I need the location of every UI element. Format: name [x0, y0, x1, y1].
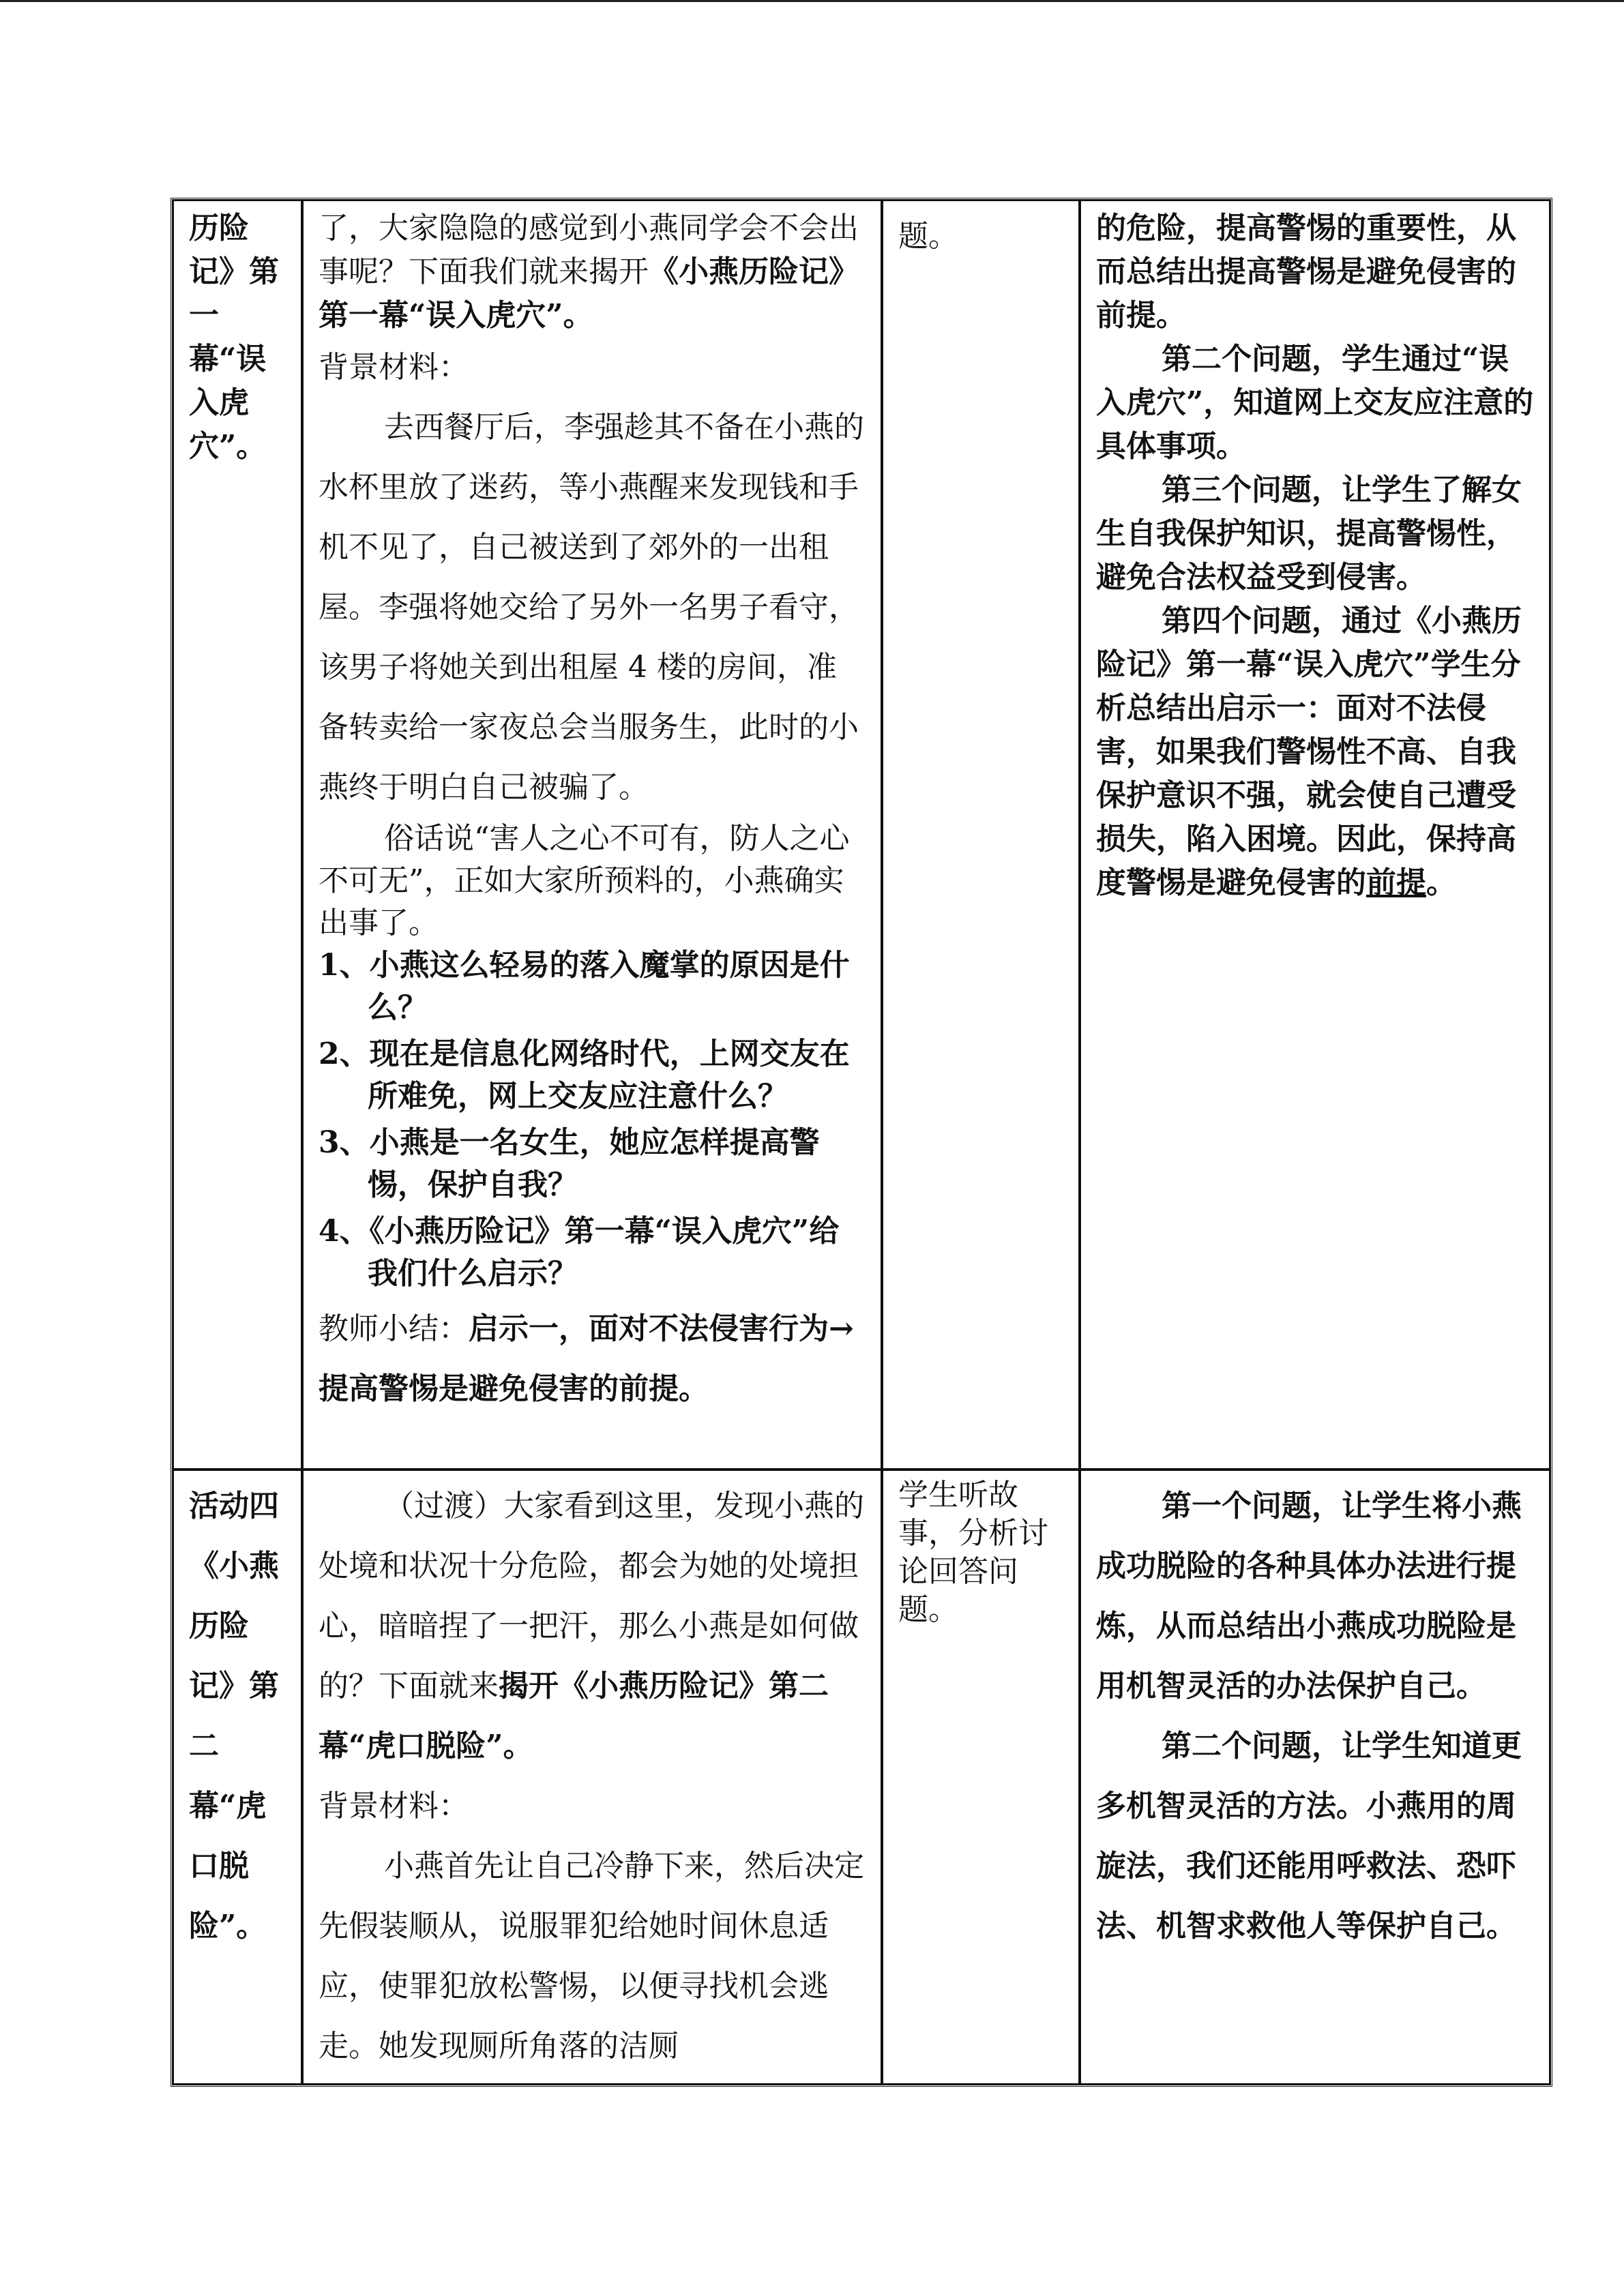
table-row: [173, 200, 1550, 1470]
intro-plain-text: 了，大家隐隐的感觉到小燕同学会不会出事呢？下面我们就来揭开: [319, 211, 859, 289]
content-cell: [302, 1470, 882, 2085]
page-top-rule: [0, 0, 1624, 2]
list-item: 1、小燕这么轻易的落入魔掌的原因是什么？: [319, 948, 850, 1025]
design-intent-text: [1096, 1476, 1534, 1956]
content-intro: [319, 207, 866, 338]
design-paragraph: 第二个问题，让学生知道更多机智灵活的方法。小燕用的周旋法，我们还能用呼救法、恐吓法、机智求救他人等保护自己。: [1096, 1729, 1522, 1943]
list-item: 3、小燕是一名女生，她应怎样提高警惕，保护自我？: [319, 1125, 820, 1202]
background-label: 背景材料：: [319, 350, 469, 385]
list-item: 4、《小燕历险记》第一幕“误入虎穴”给我们什么启示？: [319, 1214, 840, 1291]
design-paragraph: [1096, 599, 1534, 905]
design-paragraph: 第三个问题，让学生了解女生自我保护知识，提高警惕性，避免合法权益受到侵害。: [1096, 473, 1522, 595]
summary-label: 教师小结：: [319, 1311, 469, 1346]
saying-paragraph: 俗话说“害人之心不可有，防人之心不可无”，正如大家所预料的，小燕确实出事了。: [319, 821, 850, 940]
activity-cell: [173, 1470, 302, 2085]
design-paragraph: 第二个问题，学生通过“误入虎穴”，知道网上交友应注意的具体事项。: [1096, 342, 1534, 464]
design-intent-cell: [1080, 200, 1550, 1470]
background-label: 背景材料：: [319, 1789, 469, 1823]
design-intent-text: [1096, 207, 1534, 905]
teacher-summary: [319, 1299, 866, 1419]
design-underlined-text: 前提: [1366, 865, 1426, 900]
content-cell: [302, 200, 882, 1470]
activity-cell: [173, 200, 302, 1470]
table-row: [173, 1470, 1550, 2085]
student-activity-text: 题。: [898, 219, 958, 254]
intro-bold-text: 揭开《小燕历险记》第二幕“虎口脱险”。: [319, 1669, 829, 1763]
design-intent-cell: [1080, 1470, 1550, 2085]
list-item: 2、现在是信息化网络时代，上网交友在所难免，网上交友应注意什么？: [319, 1037, 850, 1114]
content-intro: [319, 1476, 866, 1776]
background-story: 去西餐厅后，李强趁其不备在小燕的水杯里放了迷药，等小燕醒来发现钱和手机不见了，自己被送到了郊外的一出租屋。李强将她交给了另外一名男子看守，该男子将她关到出租屋 4 楼的房间，准备转卖给一家夜总会当服务生，此时的小燕终于明白自己被骗了。: [319, 410, 864, 805]
student-activity-cell: [882, 1470, 1080, 2085]
design-paragraph: 的危险，提高警惕的重要性，从而总结出提高警惕是避免侵害的前提。: [1096, 211, 1516, 333]
activity-title: 活动四《小燕历险记》第二幕“虎口脱险”。: [189, 1489, 279, 1943]
student-activity-cell: [882, 200, 1080, 1470]
design-text-main: 第四个问题，通过《小燕历险记》第一幕“误入虎穴”学生分析总结出启示一：面对不法侵害，如果我们警惕性不高、自我保护意识不强，就会使自己遭受损失，陷入困境。因此，保持高度警惕是避免侵害的: [1096, 603, 1522, 900]
intro-plain-text: （过渡）大家看到这里，发现小燕的处境和状况十分危险，都会为她的处境担心，暗暗捏了一把汗，那么小燕是如何做的？下面就来: [319, 1489, 864, 1703]
student-activity-text: 学生听故事，分析讨论回答问题。: [898, 1478, 1048, 1627]
design-paragraph: 第一个问题，让学生将小燕成功脱险的各种具体办法进行提炼，从而总结出小燕成功脱险是用机智灵活的办法保护自己。: [1096, 1489, 1522, 1703]
lesson-plan-table: [171, 198, 1552, 2087]
question-list: [319, 944, 866, 1295]
design-text-end: 。: [1426, 865, 1456, 900]
intro-bold-text: 《小燕历险记》第一幕“误入虎穴”。: [319, 254, 859, 333]
activity-title: 历险记》第一幕“误入虎穴”。: [189, 211, 279, 464]
background-story: 小燕首先让自己冷静下来，然后决定先假装顺从，说服罪犯给她时间休息适应，使罪犯放松警惕，以便寻找机会逃走。她发现厕所角落的洁厕: [319, 1849, 864, 2063]
summary-bold-text: 启示一，面对不法侵害行为→提高警惕是避免侵害的前提。: [319, 1311, 854, 1406]
